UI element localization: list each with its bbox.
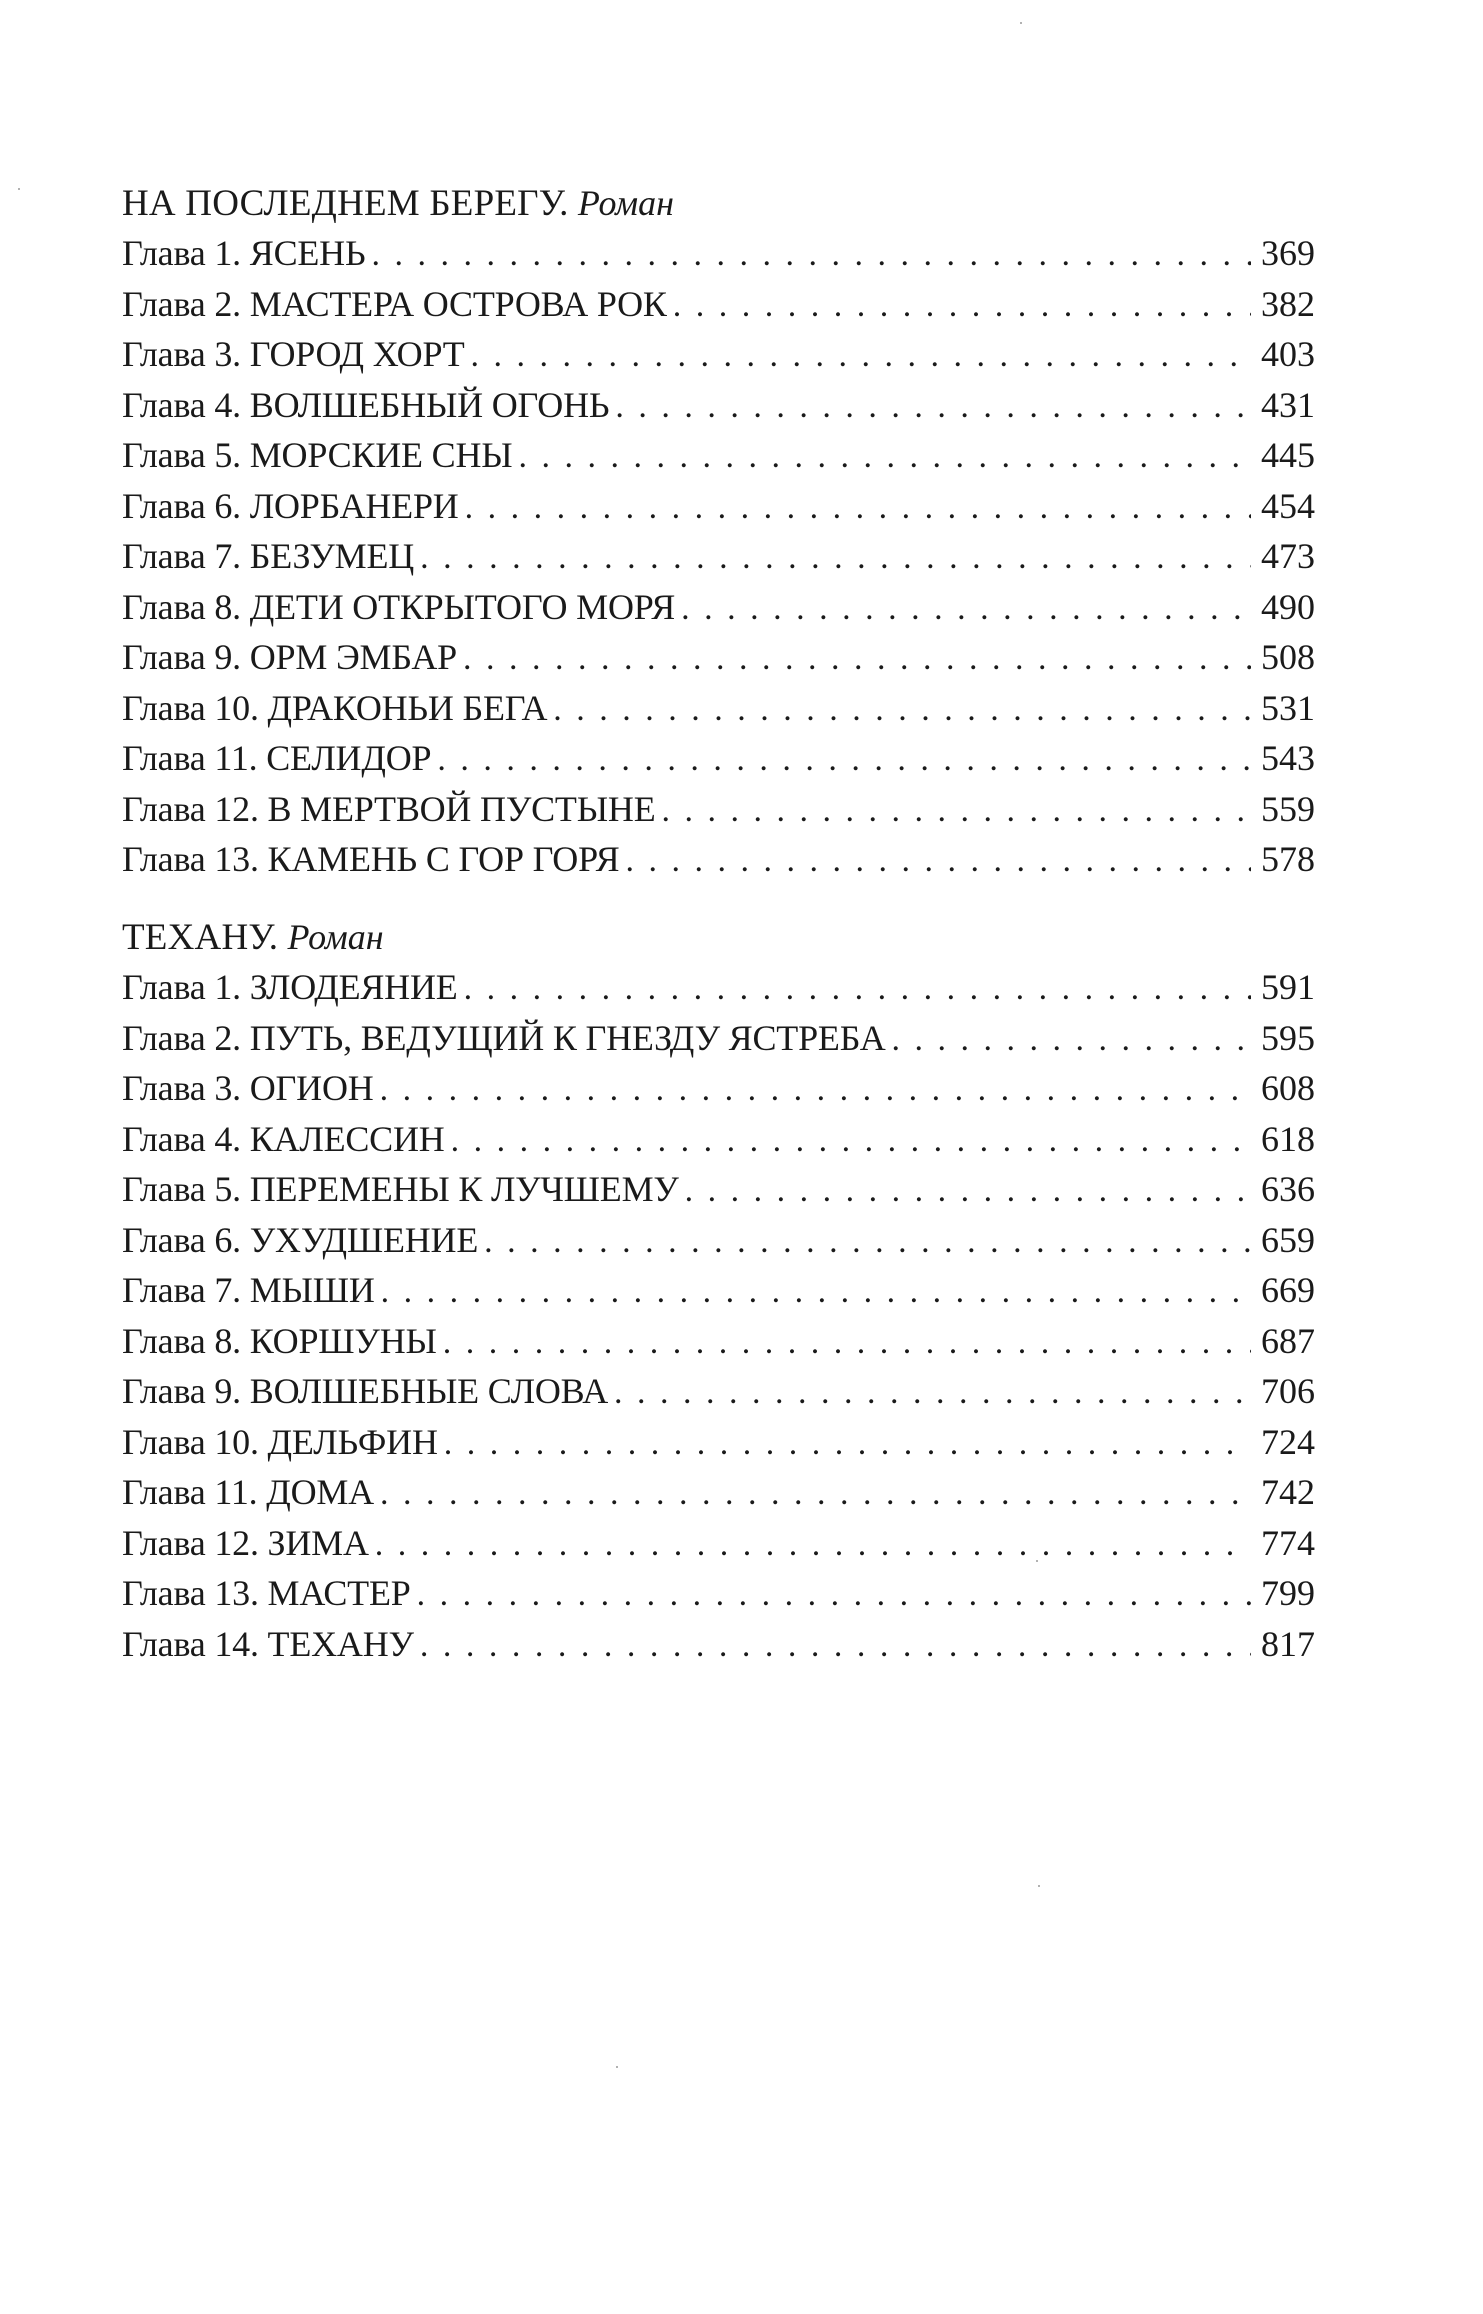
page-number: 659 — [1261, 1219, 1315, 1260]
chapter-title: Глава 12. В МЕРТВОЙ ПУСТЫНЕ — [122, 788, 656, 829]
toc-entry — [122, 784, 1315, 835]
chapter-title: Глава 12. ЗИМА — [122, 1522, 369, 1563]
dot-leader — [437, 1318, 1251, 1369]
toc-section-na-poslednem-beregu — [122, 178, 1315, 885]
dot-leader — [458, 964, 1251, 1015]
chapter-title: Глава 2. МАСТЕРА ОСТРОВА РОК — [122, 283, 667, 324]
toc-entry — [122, 1518, 1315, 1569]
page-number: 431 — [1261, 384, 1315, 425]
chapter-title: Глава 9. ВОЛШЕБНЫЕ СЛОВА — [122, 1371, 609, 1411]
toc-entry — [122, 329, 1315, 380]
dot-leader — [465, 331, 1251, 382]
toc-entry — [122, 1013, 1315, 1064]
chapter-title: Глава 6. ЛОРБАНЕРИ — [122, 485, 459, 526]
chapter-title: Глава 10. ДРАКОНЬИ БЕГА — [122, 687, 548, 728]
dot-leader — [414, 1621, 1251, 1672]
page-number: 724 — [1261, 1421, 1315, 1462]
toc-section-tehanu — [122, 912, 1315, 1669]
toc-entry — [122, 834, 1315, 885]
page-number: 669 — [1261, 1270, 1315, 1310]
chapter-title: Глава 9. ОРМ ЭМБАР — [122, 637, 457, 677]
page-number: 591 — [1261, 967, 1315, 1007]
page-number: 618 — [1261, 1118, 1315, 1159]
toc-entry — [122, 1063, 1315, 1114]
toc-entry-list — [122, 962, 1315, 1669]
dot-leader — [374, 1065, 1251, 1116]
chapter-title: Глава 13. МАСТЕР — [122, 1573, 411, 1613]
chapter-title: Глава 8. ДЕТИ ОТКРЫТОГО МОРЯ — [122, 586, 676, 627]
dot-leader — [369, 1520, 1251, 1571]
dot-leader — [365, 230, 1251, 281]
dot-leader — [431, 735, 1251, 786]
dot-leader — [619, 836, 1251, 887]
toc-entry — [122, 1467, 1315, 1518]
dot-leader — [374, 1469, 1251, 1520]
section-title-name: НА ПОСЛЕДНЕМ БЕРЕГУ. — [122, 183, 569, 224]
chapter-title: Глава 10. ДЕЛЬФИН — [122, 1421, 438, 1462]
dot-leader — [609, 382, 1251, 433]
dot-leader — [478, 1217, 1251, 1268]
toc-entry — [122, 481, 1315, 532]
section-title-genre: Роман — [287, 917, 384, 957]
chapter-title: Глава 5. ПЕРЕМЕНЫ К ЛУЧШЕМУ — [122, 1169, 679, 1209]
dot-leader — [457, 634, 1251, 685]
page-number: 608 — [1261, 1068, 1315, 1108]
toc-entry — [122, 1619, 1315, 1670]
page-number: 369 — [1261, 233, 1315, 273]
toc-entry — [122, 1417, 1315, 1468]
page-number: 508 — [1261, 637, 1315, 677]
page-number: 403 — [1261, 334, 1315, 374]
chapter-title: Глава 7. МЫШИ — [122, 1270, 375, 1310]
dot-leader — [445, 1116, 1251, 1167]
toc-entry — [122, 1215, 1315, 1266]
page-number: 687 — [1261, 1320, 1315, 1361]
page-number: 636 — [1261, 1169, 1315, 1209]
toc-entry — [122, 962, 1315, 1013]
toc-entry — [122, 1114, 1315, 1165]
dot-leader — [667, 281, 1251, 332]
page-number: 817 — [1261, 1623, 1315, 1664]
toc-entry — [122, 531, 1315, 582]
toc-entry — [122, 632, 1315, 683]
dot-leader — [512, 432, 1251, 483]
toc-entry — [122, 683, 1315, 734]
toc-entry — [122, 1265, 1315, 1316]
toc-entry — [122, 1316, 1315, 1367]
page-number: 445 — [1261, 435, 1315, 475]
chapter-title: Глава 8. КОРШУНЫ — [122, 1320, 437, 1361]
page-number: 559 — [1261, 788, 1315, 829]
section-title — [122, 912, 1315, 962]
section-title-name: ТЕХАНУ. — [122, 917, 279, 958]
dot-leader — [547, 685, 1251, 736]
toc-entry — [122, 380, 1315, 431]
chapter-title: Глава 11. ДОМА — [122, 1472, 374, 1512]
toc-entry — [122, 430, 1315, 481]
chapter-title: Глава 3. ОГИОН — [122, 1068, 374, 1108]
chapter-title: Глава 6. УХУДШЕНИЕ — [122, 1219, 479, 1260]
dot-leader — [675, 584, 1251, 635]
page-number: 454 — [1261, 485, 1315, 526]
dot-leader — [414, 533, 1251, 584]
chapter-title: Глава 11. СЕЛИДОР — [122, 738, 432, 778]
section-title-genre: Роман — [577, 183, 674, 223]
page-number: 543 — [1261, 738, 1315, 778]
dot-leader — [886, 1015, 1252, 1066]
chapter-title: Глава 4. КАЛЕССИН — [122, 1118, 445, 1159]
toc-entry — [122, 733, 1315, 784]
dot-leader — [375, 1267, 1251, 1318]
page-number: 578 — [1261, 839, 1315, 879]
toc-entry — [122, 1164, 1315, 1215]
page-number: 490 — [1261, 586, 1315, 627]
chapter-title: Глава 7. БЕЗУМЕЦ — [122, 536, 415, 576]
chapter-title: Глава 1. ЗЛОДЕЯНИЕ — [122, 967, 458, 1007]
page-number: 742 — [1261, 1472, 1315, 1512]
chapter-title: Глава 14. ТЕХАНУ — [122, 1623, 414, 1664]
chapter-title: Глава 5. МОРСКИЕ СНЫ — [122, 435, 513, 475]
page-number: 382 — [1261, 283, 1315, 324]
toc-entry-list — [122, 228, 1315, 885]
section-title — [122, 178, 1315, 228]
dot-leader — [656, 786, 1252, 837]
page-number: 595 — [1261, 1017, 1315, 1058]
chapter-title: Глава 1. ЯСЕНЬ — [122, 233, 366, 273]
page-number: 774 — [1261, 1522, 1315, 1563]
page-number: 531 — [1261, 687, 1315, 728]
chapter-title: Глава 3. ГОРОД ХОРТ — [122, 334, 465, 374]
toc-entry — [122, 228, 1315, 279]
toc-entry — [122, 1366, 1315, 1417]
page-number: 706 — [1261, 1371, 1315, 1411]
page-number: 799 — [1261, 1573, 1315, 1613]
toc-entry — [122, 279, 1315, 330]
page-number: 473 — [1261, 536, 1315, 576]
dot-leader — [411, 1570, 1251, 1621]
chapter-title: Глава 4. ВОЛШЕБНЫЙ ОГОНЬ — [122, 384, 610, 425]
chapter-title: Глава 13. КАМЕНЬ С ГОР ГОРЯ — [122, 839, 620, 879]
dot-leader — [608, 1368, 1251, 1419]
dot-leader — [679, 1166, 1251, 1217]
chapter-title: Глава 2. ПУТЬ, ВЕДУЩИЙ К ГНЕЗДУ ЯСТРЕБА — [122, 1017, 886, 1058]
dot-leader — [438, 1419, 1251, 1470]
toc-entry — [122, 582, 1315, 633]
dot-leader — [459, 483, 1251, 534]
toc-entry — [122, 1568, 1315, 1619]
